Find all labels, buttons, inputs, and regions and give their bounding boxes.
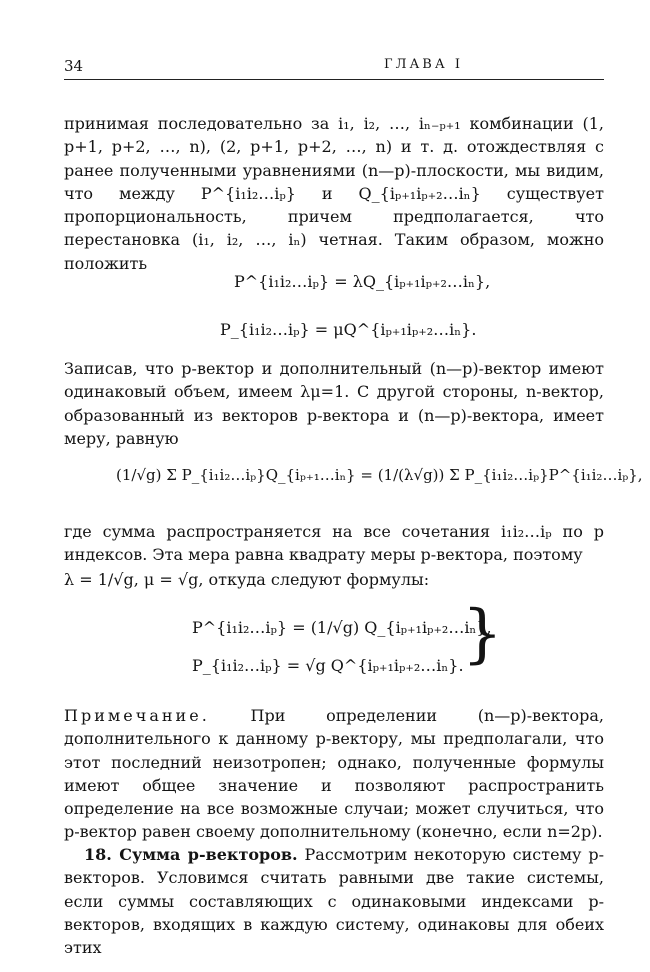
equation-1: P^{i₁i₂…iₚ} = λQ_{iₚ₊₁iₚ₊₂…iₙ},: [234, 272, 491, 291]
note-text: При определении (n—p)-вектора, дополнительного к данному p-вектору, мы предполагали, что этот последний неизотропен; однако, полученные формулы имеют общее значение и позволяют распространить определение на все возможные случаи; может случиться, что p-вектор равен своему дополнительному (конечно, если n=2p).: [64, 706, 604, 842]
section-text: Рассмотрим некоторую систему p-векторов. Условимся считать равными две такие системы, если суммы составляющих с одинаковыми индексами p-векторов, входящих в каждую систему, одинаковы для обеих этих: [64, 845, 605, 958]
page-header: [64, 57, 604, 80]
note-paragraph: [64, 704, 604, 844]
equation-3: (1/√g) Σ P_{i₁i₂…iₚ}Q_{iₚ₊₁…iₙ} = (1/(λ√g)) Σ P_{i₁i₂…iₚ}P^{i₁i₂…iₚ},: [116, 466, 643, 484]
page-number: 34: [64, 57, 84, 75]
paragraph-3: где сумма распространяется на все сочетания i₁i₂…iₚ по p индексов. Эта мера равна квадрату меры p-вектора, поэтому: [64, 522, 604, 565]
chapter-title: ГЛАВА I: [384, 57, 463, 72]
section-title: 18. Сумма p-векторов.: [84, 845, 298, 864]
lambda-mu-line: λ = 1/√g, μ = √g, откуда следуют формулы:: [64, 570, 430, 589]
paragraph-2: Записав, что p-вектор и дополнительный (n—p)-вектор имеют одинаковый объем, имеем λμ=1. С другой стороны, n-вектор, образованный из векторов p-вектора и (n—p)-вектора, имеет меру, равную: [64, 359, 604, 448]
equation-5: P_{i₁i₂…iₚ} = √g Q^{iₚ₊₁iₚ₊₂…iₙ}.: [192, 656, 464, 675]
right-brace: }: [462, 597, 503, 671]
note-label: Примечание.: [64, 706, 210, 725]
equation-2: P_{i₁i₂…iₚ} = μQ^{iₚ₊₁iₚ₊₂…iₙ}.: [220, 320, 477, 339]
paragraph-1: принимая последовательно за i₁, i₂, …, iₙ₋ₚ₊₁ комбинации (1, p+1, p+2, …, n), (2, p+1, p+2, …, n) и т. д. отождествляя с ранее полученными уравнениями (n—p)-плоскости, мы видим, что между P^{i₁i₂…iₚ} и Q_{iₚ₊₁iₚ₊₂…iₙ} существует пропорциональность, причем предполагается, что перестановка (i₁, i₂, …, iₙ) четная. Таким образом, можно положить: [64, 114, 604, 273]
equation-4: P^{i₁i₂…iₚ} = (1/√g) Q_{iₚ₊₁iₚ₊₂…iₙ},: [192, 618, 492, 637]
section-18: [64, 843, 604, 959]
